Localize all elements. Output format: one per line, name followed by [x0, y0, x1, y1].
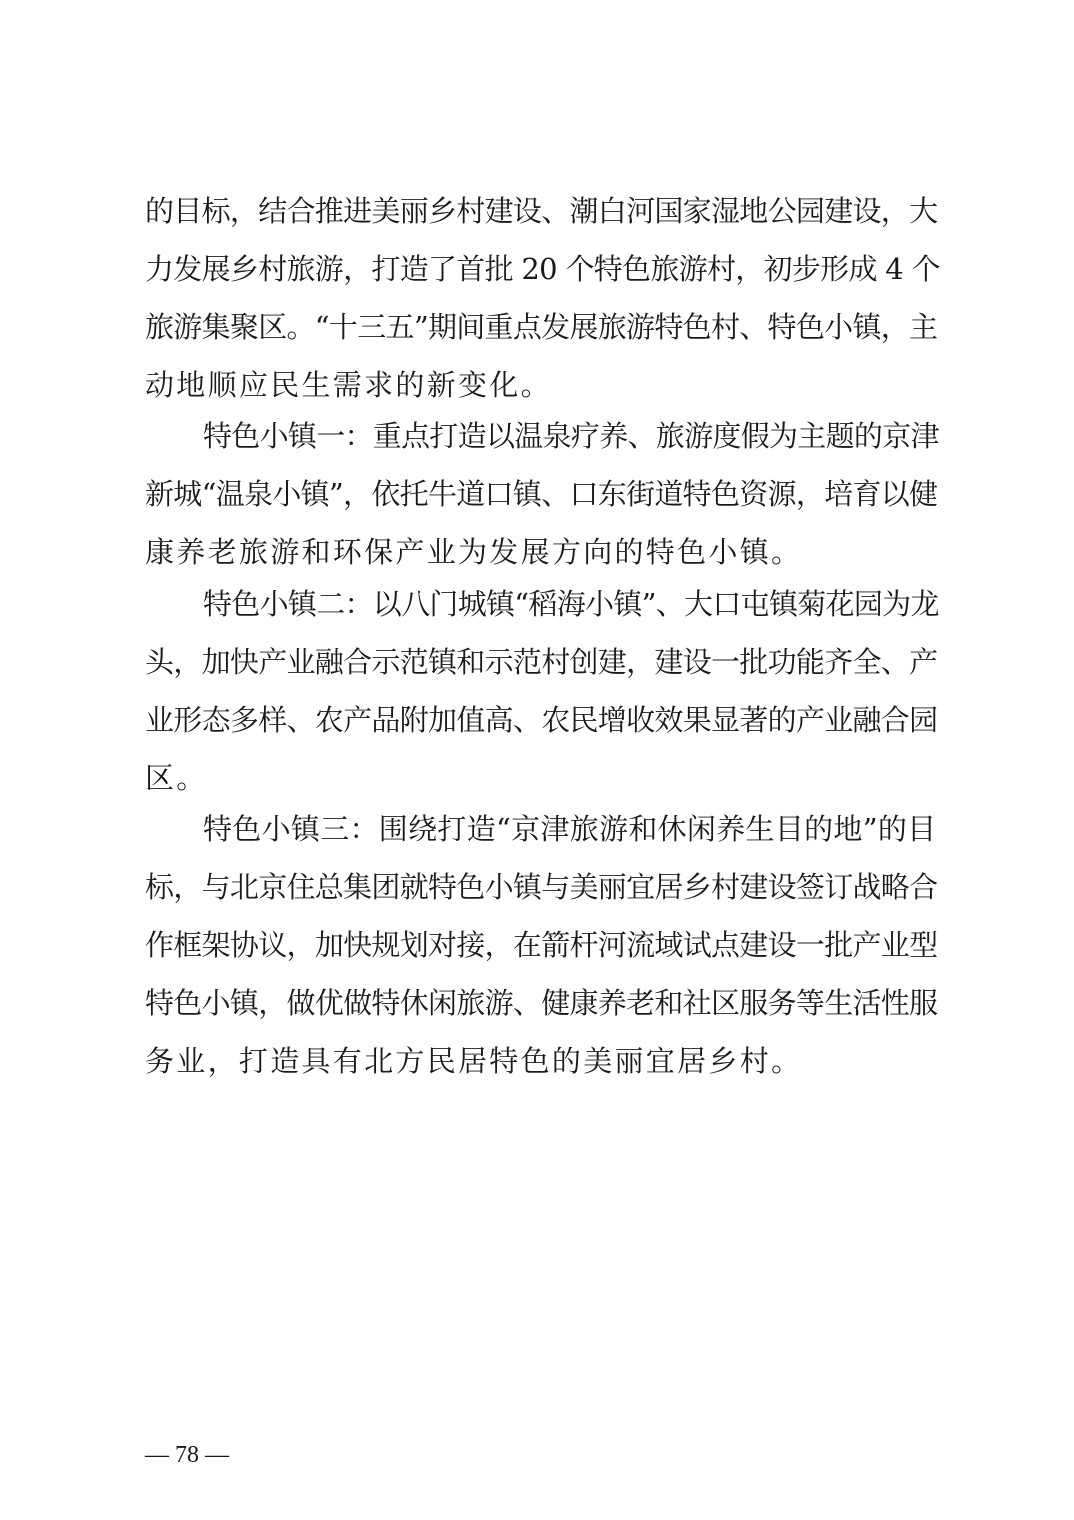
paragraph-line: 作框架协议，加快规划对接，在箭杆河流域试点建设一批产业型 [145, 928, 938, 962]
paragraph-line: 头，加快产业融合示范镇和示范村创建，建设一批功能齐全、产 [145, 645, 938, 679]
page-number: — 78 — [145, 1442, 229, 1468]
paragraph-3 [145, 575, 941, 807]
paragraph-line: 旅游集聚区。“十三五”期间重点发展旅游特色村、特色小镇，主 [145, 310, 938, 344]
paragraph-line: 区。 [145, 761, 208, 795]
paragraph-line: 新城“温泉小镇”，依托牛道口镇、口东街道特色资源，培育以健 [145, 477, 938, 511]
paragraph-4 [145, 800, 941, 1090]
paragraph-2 [145, 407, 941, 581]
paragraph-line: 特色小镇三：围绕打造“京津旅游和休闲养生目的地”的目 [203, 812, 937, 846]
paragraph-line: 务业，打造具有北方民居特色的美丽宜居乡村。 [145, 1044, 803, 1078]
paragraph-line: 特色小镇一：重点打造以温泉疗养、旅游度假为主题的京津 [203, 419, 939, 453]
paragraph-line: 力发展乡村旅游，打造了首批 20 个特色旅游村，初步形成 4 个 [145, 252, 940, 286]
paragraph-line: 的目标，结合推进美丽乡村建设、潮白河国家湿地公园建设，大 [145, 194, 938, 228]
paragraph-line: 业形态多样、农产品附加值高、农民增收效果显著的产业融合园 [145, 703, 938, 737]
paragraph-line: 标，与北京住总集团就特色小镇与美丽宜居乡村建设签订战略合 [145, 870, 938, 904]
paragraph-1 [145, 182, 941, 414]
paragraph-line: 康养老旅游和环保产业为发展方向的特色小镇。 [145, 535, 803, 569]
paragraph-line: 特色小镇二：以八门城镇“稻海小镇”、大口屯镇菊花园为龙 [203, 587, 939, 621]
paragraph-line: 动地顺应民生需求的新变化。 [145, 368, 552, 402]
paragraph-line: 特色小镇，做优做特休闲旅游、健康养老和社区服务等生活性服 [145, 986, 938, 1020]
